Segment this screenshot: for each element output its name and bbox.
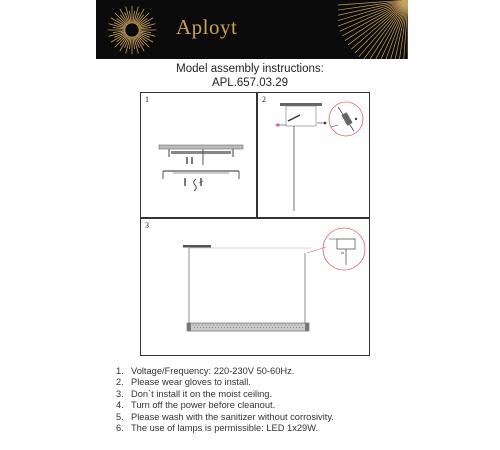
brand-name: Aployt bbox=[176, 15, 238, 39]
instructions-title: Model assembly instructions: bbox=[176, 63, 324, 75]
suspended-lamp-diagram bbox=[141, 219, 371, 357]
step-label: 1 bbox=[145, 95, 149, 104]
step-panel-2 bbox=[257, 92, 370, 218]
brand-banner bbox=[96, 0, 408, 59]
list-item: 4. Turn off the power before cleanout. bbox=[116, 400, 276, 411]
list-item: 3. Don`t install it on the moist ceiling. bbox=[116, 388, 273, 399]
model-number: APL.657.03.29 bbox=[211, 77, 289, 89]
step-panel-3 bbox=[140, 218, 370, 356]
mounting-plate-diagram bbox=[141, 93, 258, 219]
list-item: 2. Please wear gloves to install. bbox=[116, 377, 251, 388]
step-label: 2 bbox=[262, 95, 266, 104]
instruction-list bbox=[116, 366, 416, 434]
step-panel-1 bbox=[140, 92, 257, 218]
step-label: 3 bbox=[145, 221, 149, 230]
list-item: 1. Voltage/Frequency: 220-230V 50-60Hz. bbox=[116, 366, 295, 376]
list-item: 5. Please wash with the sanitizer without corrosivity. bbox=[116, 411, 334, 422]
list-item: 6. The use of lamps is permissible: LED 1x29W. bbox=[116, 423, 319, 434]
sunburst-icon bbox=[106, 4, 158, 56]
ceiling-mount-diagram bbox=[258, 93, 371, 219]
corner-rays-decoration bbox=[338, 0, 408, 59]
